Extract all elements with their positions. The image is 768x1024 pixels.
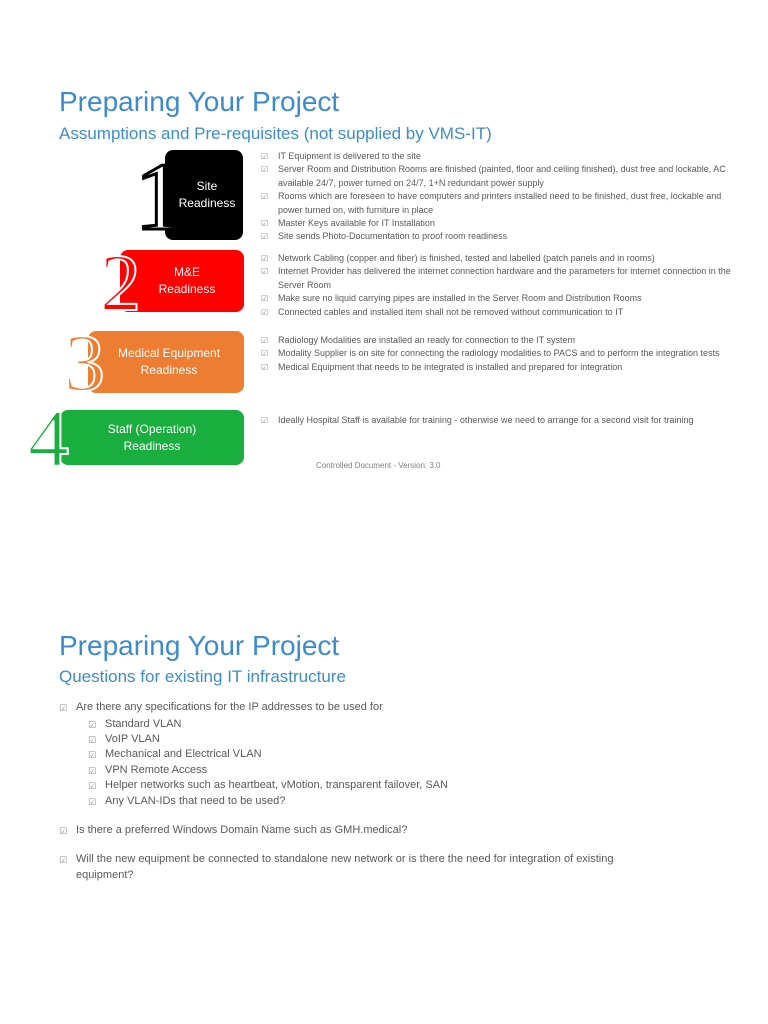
sub-item bbox=[88, 794, 699, 809]
checkbox-icon: ☑ bbox=[261, 294, 269, 304]
checkbox-icon: ☑ bbox=[261, 362, 269, 372]
sub-item-text: VPN Remote Access bbox=[105, 763, 208, 776]
question-item bbox=[59, 700, 699, 809]
question-item bbox=[59, 852, 699, 883]
slide-questions bbox=[0, 600, 768, 1024]
sub-item bbox=[88, 732, 699, 747]
step-number: 2 bbox=[100, 237, 141, 328]
step-label-line1: Staff (Operation) bbox=[107, 421, 197, 436]
questions-list bbox=[59, 700, 699, 883]
checkbox-icon: ☑ bbox=[261, 336, 269, 345]
step-label-line1: Site bbox=[196, 179, 218, 193]
list-item-text: Internet Provider has delivered the internet connection hardware and the parameters for internet connection in the Server Room bbox=[278, 266, 731, 290]
sub-item-text: VoIP VLAN bbox=[105, 732, 160, 745]
step-label bbox=[112, 345, 220, 379]
list-item-text: Master Keys available for IT Installation bbox=[278, 218, 435, 229]
page-title: Preparing Your Project bbox=[59, 86, 340, 117]
step-label bbox=[149, 264, 216, 298]
list-item-text: Network Cabling (copper and fiber) is finished, tested and labelled (patch panels and in rooms) bbox=[278, 253, 655, 263]
step-label-line1: M&E bbox=[173, 265, 200, 279]
step-me-readiness bbox=[100, 237, 246, 328]
list-item bbox=[261, 252, 731, 265]
checkbox-icon: ☑ bbox=[261, 219, 269, 229]
step-medical-equipment-readiness bbox=[64, 317, 246, 408]
step-box bbox=[88, 331, 244, 393]
question-text: Will the new equipment be connected to standalone new network or is there the need for integration of existing equipment? bbox=[76, 853, 614, 881]
list-item bbox=[261, 306, 731, 319]
sub-item-text: Helper networks such as heartbeat, vMotion, transparent failover, SAN bbox=[105, 779, 449, 792]
step-label-line2: Readiness bbox=[123, 438, 181, 453]
page-subtitle: Assumptions and Pre-requisites (not supplied by VMS-IT) bbox=[59, 124, 492, 143]
checkbox-icon: ☑ bbox=[261, 232, 269, 242]
step-number: 1 bbox=[135, 143, 183, 250]
checkbox-icon: ☑ bbox=[88, 719, 97, 730]
step-number: 3 bbox=[64, 317, 105, 408]
list-item-text: Ideally Hospital Staff is available for training - otherwise we need to arrange for a second visit for training bbox=[278, 415, 694, 425]
checkbox-icon: ☑ bbox=[261, 267, 269, 277]
checkbox-icon: ☑ bbox=[261, 192, 269, 202]
list-item bbox=[261, 265, 731, 292]
step-label-line2: Readiness bbox=[140, 363, 198, 377]
step-label-line2: Readiness bbox=[158, 282, 216, 296]
list-item bbox=[261, 230, 731, 243]
list-item-text: Connected cables and installed item shall not be removed without communication to IT bbox=[278, 306, 624, 317]
question-text: Is there a preferred Windows Domain Name such as GMH.medical? bbox=[76, 823, 408, 836]
list-item-text: IT Equipment is delivered to the site bbox=[278, 151, 421, 161]
step-staff-readiness bbox=[28, 393, 246, 484]
list-item-text: Modality Supplier is on site for connecting the radiology modalities to PACS and to perform the integration tests bbox=[278, 348, 720, 359]
vlan-sub-list bbox=[76, 717, 699, 809]
medical-equipment-list bbox=[261, 334, 731, 374]
list-item-text: Rooms which are foreseen to have computers and printers installed need to be finished, dust free, lockable and power turned on, with furniture in place bbox=[278, 191, 722, 215]
list-item-text: Medical Equipment that needs to be integrated is installed and prepared for integration bbox=[278, 361, 623, 372]
step-number: 4 bbox=[28, 393, 69, 484]
step-site-readiness bbox=[135, 143, 247, 250]
sub-item-text: Standard VLAN bbox=[105, 717, 182, 730]
document-footer: Controlled Document - Version: 3.0 bbox=[316, 461, 441, 470]
sub-item-text: Any VLAN-IDs that need to be used? bbox=[105, 794, 286, 807]
checkbox-icon: ☑ bbox=[261, 254, 269, 263]
step-label bbox=[108, 421, 197, 455]
slide-assumptions bbox=[0, 0, 768, 490]
list-item-text: Site sends Photo-Documentation to proof room readiness bbox=[278, 231, 508, 242]
page-title: Preparing Your Project bbox=[59, 630, 340, 661]
checkbox-icon: ☑ bbox=[88, 750, 97, 761]
sub-item bbox=[88, 763, 699, 778]
step-label-line2: Readiness bbox=[178, 196, 236, 210]
sub-item bbox=[88, 778, 699, 793]
question-item bbox=[59, 823, 699, 839]
step-box bbox=[60, 410, 244, 465]
list-item bbox=[261, 292, 731, 305]
list-item bbox=[261, 361, 731, 374]
checkbox-icon: ☑ bbox=[261, 165, 269, 175]
page-subtitle: Questions for existing IT infrastructure bbox=[59, 667, 346, 686]
list-item bbox=[261, 163, 731, 190]
question-text: Are there any specifications for the IP addresses to be used for bbox=[76, 701, 383, 713]
checkbox-icon: ☑ bbox=[261, 349, 269, 359]
checkbox-icon: ☑ bbox=[59, 703, 68, 713]
step-label-line1: Medical Equipment bbox=[117, 346, 221, 360]
checkbox-icon: ☑ bbox=[261, 152, 269, 161]
checkbox-icon: ☑ bbox=[261, 416, 269, 425]
checkbox-icon: ☑ bbox=[59, 855, 68, 866]
checkbox-icon: ☑ bbox=[88, 734, 97, 745]
checkbox-icon: ☑ bbox=[261, 307, 269, 317]
checkbox-icon: ☑ bbox=[88, 781, 97, 792]
staff-readiness-list bbox=[261, 414, 731, 427]
list-item-text: Server Room and Distribution Rooms are finished (painted, floor and ceiling finished), dust free and lockable, AC available 24/7, power turned on 24/7, 1+N redundant power supply bbox=[278, 164, 726, 188]
list-item bbox=[261, 334, 731, 347]
list-item bbox=[261, 414, 731, 427]
sub-item-text: Mechanical and Electrical VLAN bbox=[105, 748, 262, 761]
checkbox-icon: ☑ bbox=[88, 796, 97, 807]
me-readiness-list bbox=[261, 252, 731, 319]
site-readiness-list bbox=[261, 150, 731, 244]
list-item bbox=[261, 347, 731, 360]
list-item-text: Radiology Modalities are installed an ready for connection to the IT system bbox=[278, 335, 575, 345]
list-item bbox=[261, 150, 731, 163]
checkbox-icon: ☑ bbox=[59, 825, 68, 836]
checkbox-icon: ☑ bbox=[88, 765, 97, 776]
list-item bbox=[261, 217, 731, 230]
sub-item bbox=[88, 717, 699, 732]
list-item-text: Make sure no liquid carrying pipes are installed in the Server Room and Distribution Rooms bbox=[278, 293, 642, 304]
sub-item bbox=[88, 747, 699, 762]
list-item bbox=[261, 190, 731, 217]
